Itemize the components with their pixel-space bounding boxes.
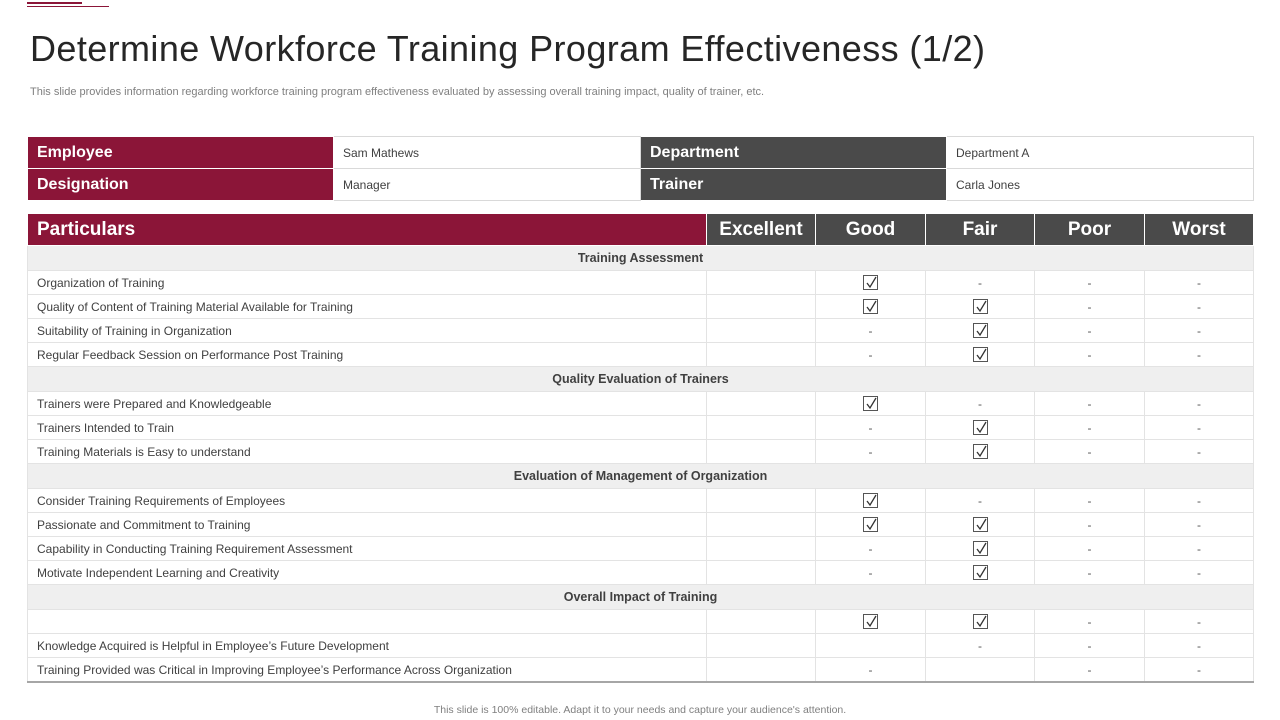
dash-mark: - [978,396,982,411]
table-row [28,537,1254,561]
checkbox-checked-icon [973,323,988,338]
dash-mark: - [978,275,982,290]
rating-cell-excellent [707,561,816,585]
rating-cell-excellent [707,416,816,440]
table-row [28,343,1254,367]
info-row [28,169,1254,201]
rating-cell-worst [1145,295,1254,319]
dash-mark: - [1197,299,1201,314]
dash-mark: - [1087,541,1092,556]
rating-cell-worst [1145,537,1254,561]
rating-cell-excellent [707,440,816,464]
dash-mark: - [1087,420,1092,435]
dash-mark: - [1087,444,1092,459]
employee-info-table [27,136,1254,201]
checkbox-checked-icon [863,396,878,411]
top-accent-line [27,0,109,7]
dash-mark: - [1087,517,1092,532]
rating-cell-excellent [707,343,816,367]
dash-mark: - [868,541,873,556]
dash-mark: - [1087,275,1092,290]
checkbox-checked-icon [973,614,988,629]
section-title: Evaluation of Management of Organization [28,464,1254,489]
table-row [28,610,1254,634]
table-row [28,489,1254,513]
dash-mark: - [978,638,982,653]
rating-cell-poor [1035,489,1145,513]
dash-mark: - [1197,493,1201,508]
rating-cell-worst [1145,440,1254,464]
employee-label: Employee [28,137,334,169]
rating-cell-good [816,634,926,658]
dash-mark: - [1197,444,1201,459]
dash-mark: - [1197,662,1201,677]
rating-cell-good [816,416,926,440]
particular-label: Suitability of Training in Organization [28,319,707,343]
rating-cell-good [816,658,926,683]
particular-label [28,610,707,634]
rating-cell-fair [926,610,1035,634]
checkbox-checked-icon [973,420,988,435]
rating-cell-fair [926,416,1035,440]
particular-label: Motivate Independent Learning and Creativity [28,561,707,585]
particular-label: Training Materials is Easy to understand [28,440,707,464]
designation-label: Designation [28,169,334,201]
table-row [28,658,1254,683]
rating-cell-worst [1145,561,1254,585]
department-label: Department [641,137,947,169]
rating-cell-poor [1035,513,1145,537]
rating-cell-good [816,561,926,585]
rating-cell-good [816,489,926,513]
rating-cell-poor [1035,295,1145,319]
rating-cell-good [816,537,926,561]
particular-label: Knowledge Acquired is Helpful in Employee’s Future Development [28,634,707,658]
dash-mark: - [1087,493,1092,508]
dash-mark: - [978,493,982,508]
dash-mark: - [1087,299,1092,314]
rating-cell-poor [1035,561,1145,585]
table-row [28,392,1254,416]
dash-mark: - [1197,275,1201,290]
dash-mark: - [868,323,873,338]
evaluation-table-body [28,246,1254,683]
column-header-good: Good [816,214,926,246]
dash-mark: - [1087,614,1092,629]
rating-cell-excellent [707,513,816,537]
section-header-row [28,464,1254,489]
rating-cell-worst [1145,319,1254,343]
checkbox-checked-icon [863,275,878,290]
particular-label: Organization of Training [28,271,707,295]
checkbox-checked-icon [973,347,988,362]
rating-cell-fair [926,537,1035,561]
section-title: Overall Impact of Training [28,585,1254,610]
table-row [28,271,1254,295]
info-row [28,137,1254,169]
rating-cell-fair [926,392,1035,416]
rating-cell-good [816,295,926,319]
rating-cell-poor [1035,610,1145,634]
rating-cell-fair [926,295,1035,319]
rating-cell-fair [926,658,1035,683]
rating-cell-good [816,271,926,295]
rating-cell-excellent [707,319,816,343]
rating-cell-poor [1035,537,1145,561]
particular-label: Passionate and Commitment to Training [28,513,707,537]
particular-label: Trainers were Prepared and Knowledgeable [28,392,707,416]
particular-label: Regular Feedback Session on Performance Post Training [28,343,707,367]
table-row [28,295,1254,319]
footer-note: This slide is 100% editable. Adapt it to your needs and capture your audience's attention. [433,704,847,716]
rating-cell-excellent [707,610,816,634]
particular-label: Consider Training Requirements of Employees [28,489,707,513]
table-row [28,440,1254,464]
trainer-label: Trainer [641,169,947,201]
rating-cell-fair [926,489,1035,513]
column-header-excellent: Excellent [707,214,816,246]
rating-cell-poor [1035,440,1145,464]
rating-cell-good [816,319,926,343]
rating-cell-poor [1035,392,1145,416]
rating-cell-excellent [707,295,816,319]
dash-mark: - [1197,323,1201,338]
rating-cell-good [816,610,926,634]
checkbox-checked-icon [973,517,988,532]
rating-cell-fair [926,271,1035,295]
dash-mark: - [1087,565,1092,580]
dash-mark: - [868,347,873,362]
rating-cell-fair [926,440,1035,464]
page-title: Determine Workforce Training Program Effectiveness (1/2) [30,28,986,69]
rating-cell-worst [1145,513,1254,537]
column-header-particulars: Particulars [28,214,707,246]
particular-label: Capability in Conducting Training Requirement Assessment [28,537,707,561]
rating-cell-good [816,392,926,416]
particular-label: Quality of Content of Training Material Available for Training [28,295,707,319]
checkbox-checked-icon [973,541,988,556]
dash-mark: - [1087,396,1092,411]
rating-cell-good [816,513,926,537]
dash-mark: - [1197,541,1201,556]
checkbox-checked-icon [973,299,988,314]
rating-cell-good [816,343,926,367]
checkbox-checked-icon [863,493,878,508]
rating-cell-fair [926,513,1035,537]
table-header-row [28,214,1254,246]
rating-cell-excellent [707,658,816,683]
table-row [28,513,1254,537]
rating-cell-poor [1035,658,1145,683]
rating-cell-excellent [707,537,816,561]
dash-mark: - [1197,638,1201,653]
dash-mark: - [1197,517,1201,532]
rating-cell-worst [1145,392,1254,416]
table-row [28,634,1254,658]
rating-cell-poor [1035,416,1145,440]
checkbox-checked-icon [863,614,878,629]
section-title: Training Assessment [28,246,1254,271]
dash-mark: - [1197,420,1201,435]
dash-mark: - [868,565,873,580]
section-header-row [28,585,1254,610]
rating-cell-worst [1145,658,1254,683]
rating-cell-fair [926,634,1035,658]
rating-cell-excellent [707,489,816,513]
trainer-value: Carla Jones [947,169,1254,201]
table-row [28,416,1254,440]
checkbox-checked-icon [973,565,988,580]
dash-mark: - [868,420,873,435]
dash-mark: - [1197,347,1201,362]
department-value: Department A [947,137,1254,169]
rating-cell-poor [1035,343,1145,367]
dash-mark: - [1087,323,1092,338]
designation-value: Manager [334,169,641,201]
section-title: Quality Evaluation of Trainers [28,367,1254,392]
checkbox-checked-icon [863,517,878,532]
rating-cell-poor [1035,634,1145,658]
particular-label: Trainers Intended to Train [28,416,707,440]
checkbox-checked-icon [863,299,878,314]
rating-cell-fair [926,343,1035,367]
evaluation-table [27,213,1254,683]
dash-mark: - [1087,638,1092,653]
table-row [28,319,1254,343]
column-header-fair: Fair [926,214,1035,246]
page-subtitle: This slide provides information regarding workforce training program effectiveness evaluated by assessing overall training impact, quality of trainer, etc. [30,86,765,98]
employee-value: Sam Mathews [334,137,641,169]
rating-cell-worst [1145,489,1254,513]
rating-cell-worst [1145,416,1254,440]
particular-label: Training Provided was Critical in Improving Employee’s Performance Across Organization [28,658,707,683]
rating-cell-fair [926,561,1035,585]
rating-cell-worst [1145,271,1254,295]
section-header-row [28,367,1254,392]
rating-cell-worst [1145,634,1254,658]
rating-cell-good [816,440,926,464]
rating-cell-poor [1035,271,1145,295]
rating-cell-excellent [707,271,816,295]
dash-mark: - [868,662,873,677]
rating-cell-fair [926,319,1035,343]
column-header-worst: Worst [1145,214,1254,246]
dash-mark: - [1087,347,1092,362]
table-row [28,561,1254,585]
rating-cell-worst [1145,343,1254,367]
dash-mark: - [868,444,873,459]
dash-mark: - [1087,662,1092,677]
checkbox-checked-icon [973,444,988,459]
rating-cell-poor [1035,319,1145,343]
rating-cell-excellent [707,392,816,416]
rating-cell-excellent [707,634,816,658]
rating-cell-worst [1145,610,1254,634]
column-header-poor: Poor [1035,214,1145,246]
dash-mark: - [1197,614,1201,629]
dash-mark: - [1197,396,1201,411]
dash-mark: - [1197,565,1201,580]
section-header-row [28,246,1254,271]
